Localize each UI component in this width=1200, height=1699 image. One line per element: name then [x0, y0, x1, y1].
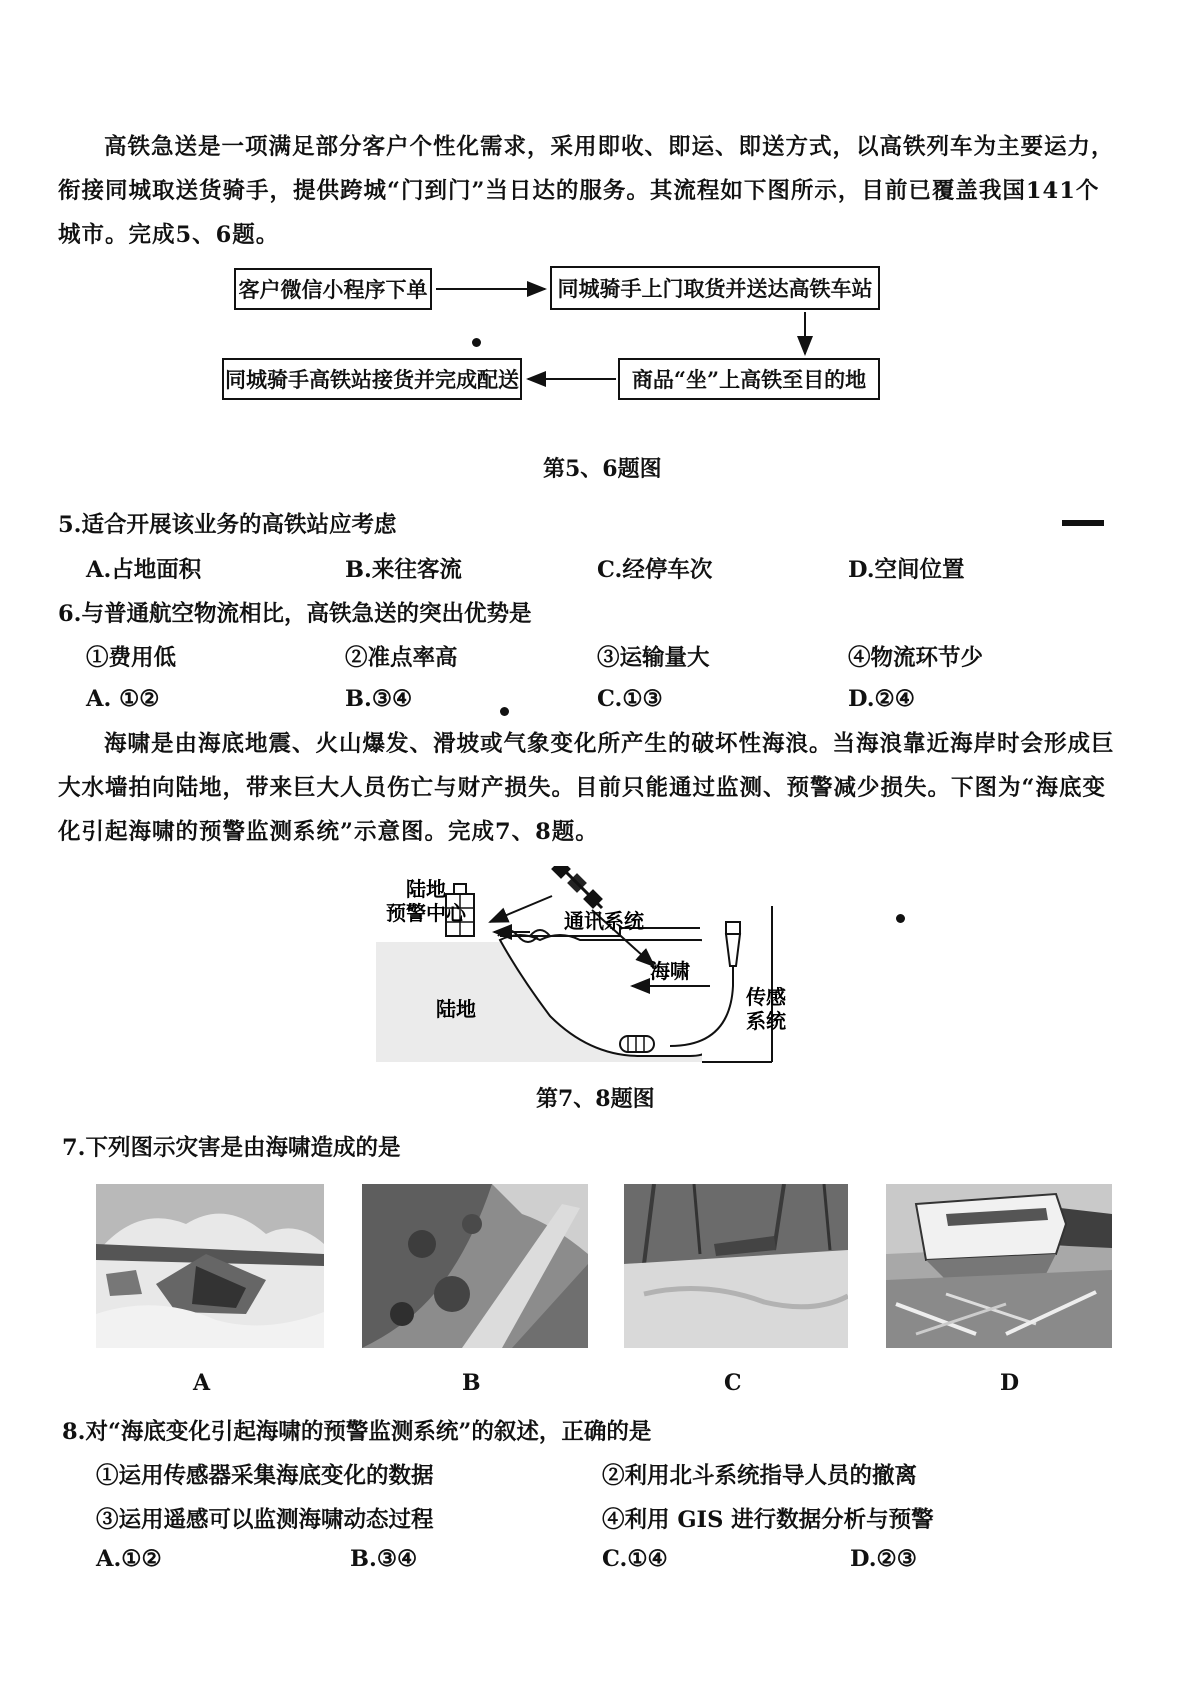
- q8-option-d: D.②③: [850, 1546, 917, 1572]
- q6-item-1: ①费用低: [86, 645, 177, 671]
- q6-option-d: D.②④: [848, 686, 915, 712]
- satellite-icon: [551, 866, 603, 909]
- q6-option-b: B.③④: [345, 686, 413, 712]
- question-6: 6.与普通航空物流相比，高铁急送的突出优势是: [58, 601, 532, 627]
- flow-box-delivery: 同城骑手高铁站接货并完成配送: [222, 358, 522, 400]
- passage-2: 海啸是由海底地震、火山爆发、滑坡或气象变化所产生的破坏性海浪。当海浪靠近海岸时会形成巨大水墙拍向陆地，带来巨大人员伤亡与财产损失。目前只能通过监测、预警减少损失。下图为“海底变化引起海啸的预警监测系统”示意图。完成7、8题。: [58, 731, 1115, 845]
- scan-mark: [1062, 520, 1104, 526]
- seabed-sensor-icon: [620, 1036, 654, 1052]
- comm-system-label: 通讯系统: [564, 909, 644, 933]
- q8-option-a: A.①②: [96, 1546, 162, 1572]
- sensor-label-1: 传感: [746, 985, 786, 1009]
- scan-dot: [500, 707, 509, 716]
- q8-option-b: B.③④: [350, 1546, 418, 1572]
- photo-c-debris-flow: [624, 1184, 848, 1348]
- sensor-label-2: 系统: [746, 1009, 786, 1033]
- photo-b-landslide: [362, 1184, 588, 1348]
- photo-label-c: C: [724, 1370, 742, 1396]
- q8-item-1: ①运用传感器采集海底变化的数据: [96, 1463, 434, 1489]
- flow-arrows: [0, 0, 1200, 460]
- figure-caption-5-6: 第5、6题图: [543, 456, 662, 482]
- figure-caption-7-8: 第7、8题图: [536, 1086, 655, 1112]
- passage-1: 高铁急送是一项满足部分客户个性化需求，采用即收、即运、即送方式，以高铁列车为主要运力，衔接同城取送货骑手，提供跨城“门到门”当日达的服务。其流程如下图所示，目前已覆盖我国141个城市。完成5、6题。: [58, 134, 1115, 248]
- tsunami-label: 海啸: [650, 959, 690, 983]
- q5-option-d: D.空间位置: [848, 557, 965, 583]
- photo-label-a: A: [193, 1370, 211, 1396]
- q8-item-4: ④利用 GIS 进行数据分析与预警: [602, 1507, 934, 1533]
- photo-d-tsunami-ship: [886, 1184, 1112, 1348]
- scan-dot: [472, 338, 481, 347]
- flow-box-train: 商品“坐”上高铁至目的地: [618, 358, 880, 400]
- q8-item-2: ②利用北斗系统指导人员的撤离: [602, 1463, 918, 1489]
- question-7: 7.下列图示灾害是由海啸造成的是: [62, 1135, 401, 1161]
- flow-box-order: 客户微信小程序下单: [234, 268, 432, 310]
- q6-option-a: A. ①②: [86, 686, 160, 712]
- q5-option-b: B.来往客流: [345, 557, 462, 583]
- photo-label-b: B: [462, 1370, 481, 1396]
- q6-item-2: ②准点率高: [345, 645, 458, 671]
- warning-center-label-1: 陆地: [406, 877, 446, 901]
- land-label: 陆地: [436, 997, 476, 1021]
- tsunami-warning-diagram: [370, 866, 830, 1066]
- q6-option-c: C.①③: [597, 686, 663, 712]
- question-8: 8.对“海底变化引起海啸的预警监测系统”的叙述，正确的是: [62, 1419, 652, 1445]
- q6-item-4: ④物流环节少: [848, 645, 984, 671]
- q8-option-c: C.①④: [602, 1546, 668, 1572]
- photo-a-snow-collapse: [96, 1184, 324, 1348]
- q5-option-c: C.经停车次: [597, 557, 713, 583]
- flow-box-pickup: 同城骑手上门取货并送达高铁车站: [550, 266, 880, 310]
- question-5: 5.适合开展该业务的高铁站应考虑: [58, 512, 397, 538]
- q6-item-3: ③运输量大: [597, 645, 710, 671]
- q5-option-a: A.占地面积: [86, 557, 202, 583]
- satellite-to-center-arrow: [490, 896, 552, 922]
- warning-center-label-2: 预警中心: [386, 901, 466, 925]
- photo-label-d: D: [1000, 1370, 1020, 1396]
- scan-dot: [896, 914, 905, 923]
- q8-item-3: ③运用遥感可以监测海啸动态过程: [96, 1507, 434, 1533]
